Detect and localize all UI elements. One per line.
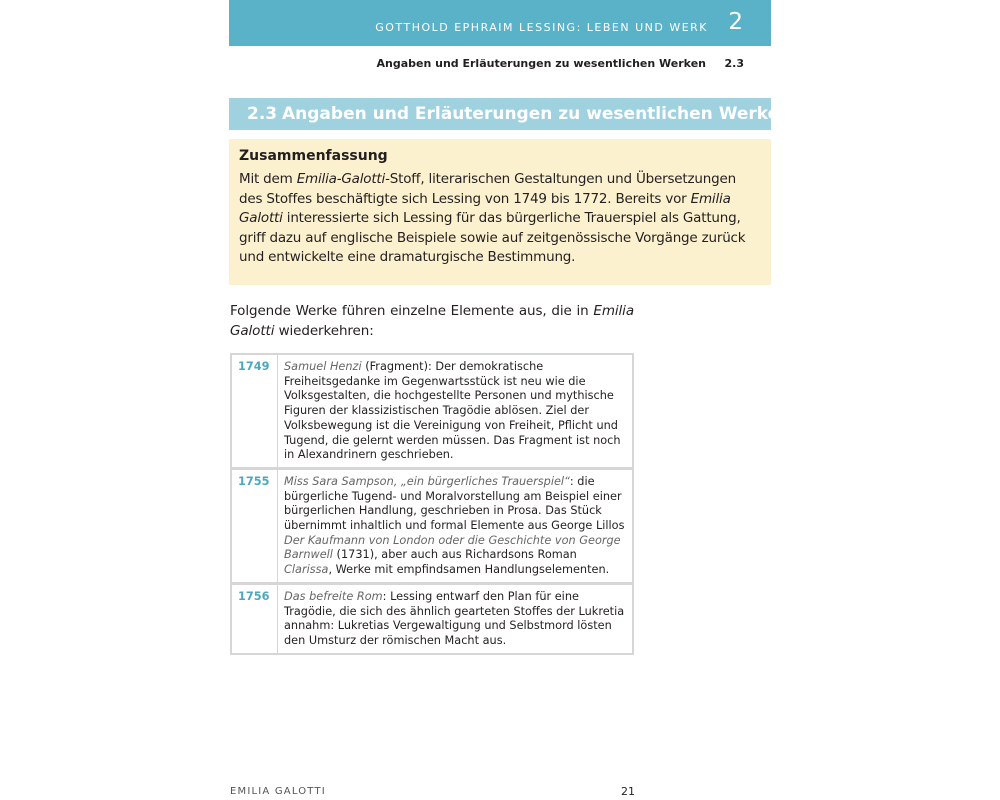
- work-text: , Werke mit empfindsamen Handlungselementen.: [328, 563, 610, 577]
- subheader-number: 2.3: [724, 57, 744, 70]
- footer-book-title: EMILIA GALOTTI: [230, 786, 326, 797]
- work-year: 1756: [231, 583, 278, 653]
- running-subheader: [229, 57, 771, 73]
- section-heading: [229, 98, 792, 130]
- chapter-header-band: [229, 0, 771, 46]
- work-description: [278, 583, 634, 653]
- summary-text-part: Mit dem: [239, 171, 297, 187]
- summary-text: [239, 170, 761, 268]
- summary-box: [229, 139, 771, 285]
- work-text: (1731), aber auch aus Richardsons Roman: [332, 548, 577, 562]
- summary-text-part: interessierte sich Lessing für das bürgerliche Trauerspiel als Gattung, griff dazu auf englische Beispiele sowie auf zeitgenössische Vorgänge zurück und entwickelte eine dramaturgische Bestimmung.: [239, 210, 746, 266]
- work-description: [278, 354, 634, 468]
- work-year: 1749: [231, 354, 278, 468]
- work-title: Das befreite Rom: [284, 589, 383, 603]
- subheader-title: Angaben und Erläuterungen zu wesentlichen Werken: [376, 57, 706, 70]
- works-table: [230, 353, 634, 655]
- summary-text-italic: Emilia Galotti: [239, 190, 731, 227]
- work-title: Samuel Henzi: [284, 360, 362, 373]
- summary-text-part: -Stoff, literarischen Gestaltungen und Übersetzungen des Stoffes beschäftigte sich Lessing von 1749 bis 1772. Bereits vor: [239, 171, 736, 207]
- work-description: [278, 468, 634, 583]
- table-row: [231, 583, 633, 653]
- summary-text-italic: Emilia-Galotti: [296, 171, 386, 187]
- work-year: 1755: [231, 468, 278, 583]
- table-row: [231, 468, 633, 583]
- section-number: 2.3: [247, 104, 278, 124]
- table-row: [231, 354, 633, 468]
- work-italic-reference: Clarissa: [284, 563, 329, 577]
- intro-text-italic: Emilia Galotti: [230, 303, 634, 339]
- work-text: (Fragment): Der demokratische Freiheitsgedanke im Gegenwartsstück ist neu wie die Volksgestalten, die hochgestellte Personen und mythische Figuren der klassizistischen Tragödie ablösen. Ziel der Volksbewegung ist die Vereinigung von Freiheit, Pflicht und Tugend, die gelernt werden müssen. Das Fragment ist noch in Alexandrinern geschrieben.: [284, 360, 621, 462]
- intro-text-part: wiederkehren:: [274, 323, 374, 339]
- section-title: Angaben und Erläuterungen zu wesentlichen Werken: [282, 104, 792, 124]
- summary-heading: Zusammenfassung: [239, 148, 388, 164]
- work-text: : Lessing entwarf den Plan für eine Tragödie, die sich des ähnlich gearteten Stoffes der Lukretia annahm: Lukretias Vergewaltigung und Selbstmord lösten den Umsturz der römischen Macht aus.: [284, 589, 625, 647]
- chapter-title: GOTTHOLD EPHRAIM LESSING: LEBEN UND WERK: [375, 21, 708, 34]
- work-title: Miss Sara Sampson, „ein bürgerliches Trauerspiel“: [284, 474, 570, 488]
- footer-page-number: 21: [621, 785, 635, 798]
- work-text: : die bürgerliche Tugend- und Moralvorstellung am Beispiel einer bürgerlichen Handlung, geschrieben in Prosa. Das Stück übernimmt inhaltlich und formal Elemente aus George Lillos: [284, 474, 625, 533]
- chapter-number: 2: [728, 9, 743, 35]
- intro-text-part: Folgende Werke führen einzelne Elemente aus, die in: [230, 303, 594, 319]
- work-italic-reference: Der Kaufmann von London oder die Geschichte von George Barnwell: [284, 533, 621, 562]
- intro-paragraph: [230, 301, 634, 341]
